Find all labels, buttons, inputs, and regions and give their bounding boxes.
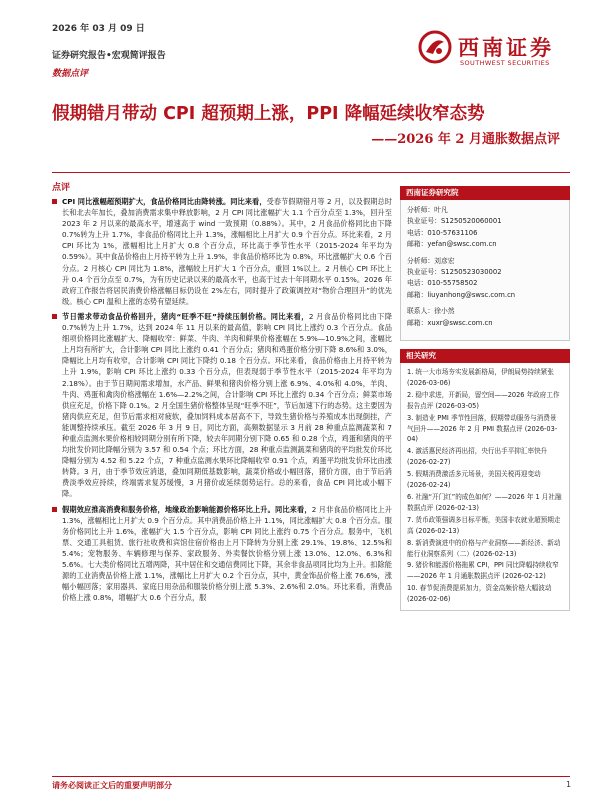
bullet-icon: [52, 507, 57, 512]
paragraph-lead: 节日需求带动食品价格回升，猪肉“旺季不旺”持续压制价格。同比来看，: [62, 311, 309, 321]
paragraph-food: [52, 311, 392, 500]
related-item[interactable]: 6. 社融“开门红”的成色如何？——2026 年 1 月社融数据点评 (2026-02-13): [407, 492, 562, 512]
footer-divider: [52, 776, 570, 777]
logo-name-en: SOUTHWEST SECURITIES: [460, 59, 550, 67]
sidebar: [400, 186, 570, 611]
contacts-heading: 西南证券研究院: [400, 186, 570, 200]
analyst-name: 分析师：刘彦宏: [407, 256, 455, 265]
related-heading: 相关研究: [400, 349, 570, 363]
analyst-license: 执业证号：S1250520060001: [407, 217, 502, 226]
paragraph-text: 2 月非食品价格同比上升 1.3%，涨幅相比上月扩大 0.9 个百分点。其中消费品价格上升 1.1%，同比涨幅扩大 0.8 个百分点。服务价格同比上升 1.6%，涨幅扩大 1.5 个百分点，影响 CPI 同比上涨约 0.75 个百分点。服务中，飞机票、交通工具租赁、旅行社收费和宾馆住宿价格由上月下降转为分别上涨 29.1%、19.8%、12.5%和 5.4%；宠物服务、车辆修理与保养、家政服务、外卖餐饮价格分别上涨 13.0%、12.0%、6.3%和 5.6%。七大类价格同比五增两降，其中居住和交通信费同比下降，其余非食品项同比均为上升。扣除能源的工业消费品价格上涨 1.1%，涨幅比上月扩大 0.2 个百分点，其中，黄金饰品价格上涨 76.6%，涨幅小幅回落；家用器具、家庭日用杂品和服装价格分别上涨 5.3%、2.6%和 2.0%。环比来看，消费品价格上涨 0.8%，增幅扩大 0.6 个百分点，服: [62, 504, 392, 603]
page-number: 1: [566, 780, 572, 789]
related-item[interactable]: 10. 春节促消费提质加力，资金高频价格大幅波动 (2026-02-06): [407, 584, 552, 604]
report-date: 2026 年 03 月 09 日: [52, 24, 145, 34]
related-list: [400, 363, 570, 611]
section-label: 点评: [52, 183, 71, 193]
analyst-email[interactable]: 邮箱：yefan@swsc.com.cn: [407, 240, 497, 249]
related-item[interactable]: 2. 稳中求进，开新局，留空间——2026 年政府工作报告点评 (2026-03-05): [407, 390, 560, 410]
contact-email[interactable]: 邮箱：xuxr@swsc.com.cn: [407, 318, 493, 327]
related-item[interactable]: 7. 货币政策强调多目标平衡，美国非农就业超预期走高 (2026-02-13): [407, 515, 561, 535]
paragraph-lead: CPI 同比涨幅超预期扩大，食品价格同比由降转涨。同比来看，: [62, 197, 267, 206]
related-research: [400, 349, 570, 611]
footer-disclaimer: 请务必阅读正文后的重要声明部分: [52, 781, 172, 790]
paragraph-text: 2 月食品价格同比由下降 0.7%转为上升 1.7%，达到 2024 年 11 月以来的最高值，影响 CPI 同比上涨约 0.3 个百分点。食品细项价格同比涨幅扩大、降幅收窄：鲜菜、牛肉、羊肉和鲜果价格涨幅在 5.9%—10.9%之间，涨幅比上月均有所扩大，合计影响 CPI 同比上涨约 0.41 个百分点；猪肉和鸡蛋价格分别下降 8.6%和 3.0%，降幅比上月均有收窄，合计影响 CPI 同比下降约 0.18 个百分点。环比来看，食品价格由上月持平转为上升 1.9%，影响 CPI 环比上涨约 0.33 个百分点，但表现弱于季节性水平（2015-2024 年平均为 2.18%）。由于节日期间需求增加，水产品、鲜果和猪肉价格分别上涨 6.9%、4.0%和 4.0%，羊肉、牛肉、鸡蛋和禽肉价格涨幅在 1.6%—2.2%之间，合计影响 CPI 环比上涨约 0.34 个百分点；鲜菜市场供应充足，价格下降 0.1%。2 月全国生猪价格整体呈现“旺季不旺”，节后加速下行的态势。这主要因为猪肉供应充足，但节后需求相对疲软，叠加饲料成本居高不下，导致生猪价格与养殖成本出现倒挂，产能调整持续承压。截至 2026 年 3 月 9 日，同比方面，高频数据显示 3 月前 28 种重点监测蔬菜和 7 种重点监测水果价格相较同期分别有所下降，较去年同期分别下降 0.65 和 0.28 个点，鸡蛋和猪肉的平均批发价同比降幅分别为 3.57 和 0.54 个点；环比方面，28 种重点监测蔬菜和猪肉的平均批发价环比降幅分别为 4.52 和 5.22 个点，7 种重点监测水果环比降幅收窄 0.91 个点，鸡蛋平均批发价环比由涨转降。3 月，由于季节效应消退，叠加同期低基数影响，蔬菜价格或小幅回落，猪价方面，由于节后消费淡季效应持续，终端需求复苏缓慢，3 月猪价或延续弱势运行。总的来看，食品 CPI 同比或小幅下降。: [62, 311, 392, 499]
related-item[interactable]: 8. 新消费演进中的价格与产业洞察——新经济、新动能行业洞察系列（二）(2026-02-13): [407, 538, 561, 558]
paragraph-nonfood: [52, 504, 392, 604]
related-item[interactable]: 5. 假期消费激活多元场景，美国关税再迎变动 (2026-02-24): [407, 470, 541, 490]
paragraph-lead: 假期效应推高消费和服务价格，地缘政治影响能源价格环比上升。同比来看，: [62, 504, 312, 514]
analyst-name: 分析师：叶凡: [407, 206, 448, 214]
company-logo: [418, 30, 568, 70]
paragraph-cpi: [52, 196, 392, 307]
related-item[interactable]: 9. 猪价和能源价格拖累 CPI，PPI 同比降幅持续收窄——2026 年 1 月通胀数据点评 (2026-02-12): [407, 561, 559, 581]
contact-name: 联系人：徐小然: [407, 307, 455, 316]
main-body: [52, 196, 392, 776]
logo-name-cn: 西南证券: [458, 35, 554, 60]
header-divider: [52, 172, 570, 173]
analyst-license: 执业证号：S1250523030002: [407, 268, 502, 277]
related-item[interactable]: 4. 激活惠民经济再出招，央行出手平抑汇率快升 (2026-02-27): [407, 447, 548, 467]
report-category: 数据点评: [52, 69, 89, 79]
report-title: 假期错月带动 CPI 超预期上涨，PPI 降幅延续收窄态势: [52, 104, 485, 124]
contacts-box: [400, 200, 570, 341]
related-item[interactable]: 3. 制造业 PMI 季节性回落，假期带动服务与消费景气回升——2026 年 2 月 PMI 数据点评 (2026-03-04): [407, 413, 558, 444]
analyst-phone: 电话：010-55758502: [407, 279, 478, 288]
report-type: 证券研究报告•宏观简评报告: [52, 51, 166, 61]
bullet-icon: [52, 199, 57, 204]
logo-mark-icon: [418, 30, 452, 64]
analyst-email[interactable]: 邮箱：liuyanhong@swsc.com.cn: [407, 290, 516, 299]
paragraph-text: 受春节假期错月等 2 月，以及假期总时长和北去年加长，叠加消费需求集中释放影响，2 月 CPI 同比涨幅扩大 1.1 个百分点至 1.3%，回升至 2023 年 2 月以来的最高水平，增速高于 wind 一致预期（0.88%）。其中，2 月食品价格同比由下降 0.7%转为上升 1.7%，非食品价格同比上升 1.3%，涨幅相比上月扩大 0.9 个百分点。环比来看，2 月 CPI 环比为 1%，涨幅相比上月扩大 0.8 个百分点，环比高于季节性水平（2015-2024 年平均为 0.59%）。其中食品价格由上月持平转为上升 1.9%，非食品价格环比为 0.8%，环比涨幅扩大 0.6 个百分点。2 月核心 CPI 同比为 1.8%，涨幅较上月扩大 1 个百分点，重回 1%以上。2 月核心 CPI 环比上升 0.4 个百分点至 0.7%，为有历史记录以来的最高水平，也高于过去十年同期水平 0.15%。2026 年政府工作报告将居民消费价格涨幅目标仍设在 2%左右，同时提升了政策调控对“物价合理回升”的优先级。核心 CPI 温和上涨的态势有望延续。: [62, 197, 392, 306]
report-header: [52, 22, 352, 82]
report-subtitle: ——2026 年 2 月通胀数据点评: [371, 132, 560, 147]
bullet-icon: [52, 314, 57, 319]
analyst-phone: 电话：010-57631106: [407, 228, 478, 237]
related-item[interactable]: 1. 统一大市场夯实发展新格局，伊朗局势持续紧张 (2026-03-06): [407, 368, 554, 387]
